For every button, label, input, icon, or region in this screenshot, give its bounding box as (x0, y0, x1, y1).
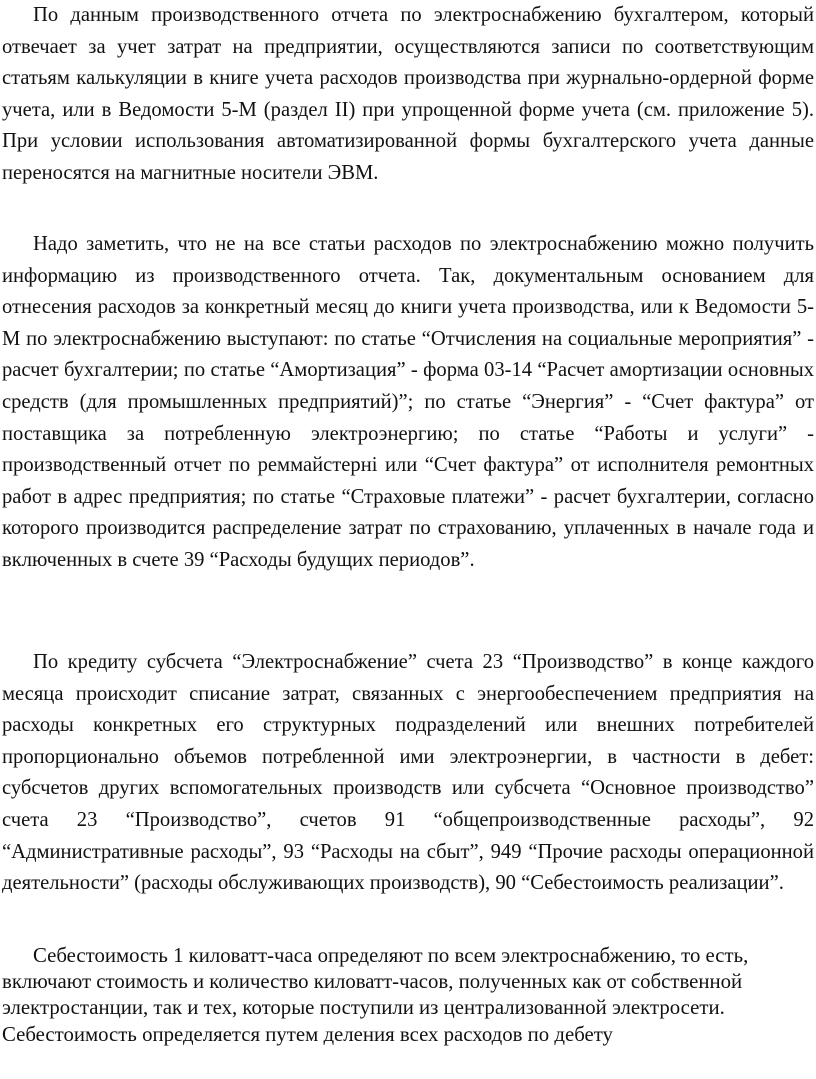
paragraph-expense-documents: Надо заметить, что не на все статьи расходов по электроснабжению можно получить информацию из производственного отчета. Так, документальным основанием для отнесения расходов за конкретный месяц до книги учета производства, или к Ведомости 5-М по электроснабжению выступают: по статье “Отчисления на социальные мероприятия” - расчет бухгалтерии; по статье “Амортизация” - форма 03-14 “Расчет амортизации основных средств (для промышленных предприятий)”; по статье “Энергия” - “Счет фактура” от поставщика за потребленную электроэнергию; по статье “Работы и услуги” - производственный отчет по реммайстерні или “Счет фактура” от исполнителя ремонтных работ в адрес предприятия; по статье “Страховые платежи” - расчет бухгалтерии, согласно которого производится распределение затрат по страхованию, уплаченных в начале года и включенных в счете 39 “Расходы будущих периодов”. (2, 233, 814, 571)
paragraph-production-report: По данным производственного отчета по электроснабжению бухгалтером, который отвечает за учет затрат на предприятии, осуществляются записи по соответствующим статьям калькуляции в книге учета расходов производства при журнально-ордерной форме учета, или в Ведомости 5-М (раздел II) при упрощенной форме учета (см. приложение 5). При условии использования автоматизированной формы бухгалтерского учета данные переносятся на магнитные носители ЭВМ. (2, 4, 814, 184)
paragraph-subaccount-credit: По кредиту субсчета “Электроснабжение” счета 23 “Производство” в конце каждого месяца происходит списание затрат, связанных с энергообеспечением предприятия на расходы конкретных его структурных подразделений или внешних потребителей пропорционально объемов потребленной ими электроэнергии, в частности в дебет: субсчетов других вспомогательных производств или субсчета “Основное производство” счета 23 “Производство”, счетов 91 “общепроизводственные расходы”, 92 “Административные расходы”, 93 “Расходы на сбыт”, 949 “Прочие расходы операционной деятельности” (расходы обслуживающих производств), 90 “Себестоимость реализации”. (2, 651, 814, 895)
paragraph-kwh-cost: Себестоимость 1 киловатт-часа определяют по всем электроснабжению, то есть, включают стоимость и количество киловатт-часов, полученных как от собственной электростанции, так и тех, которые поступили из централизованной электросети. Себестоимость определяется путем деления всех расходов по дебету (2, 944, 749, 1046)
